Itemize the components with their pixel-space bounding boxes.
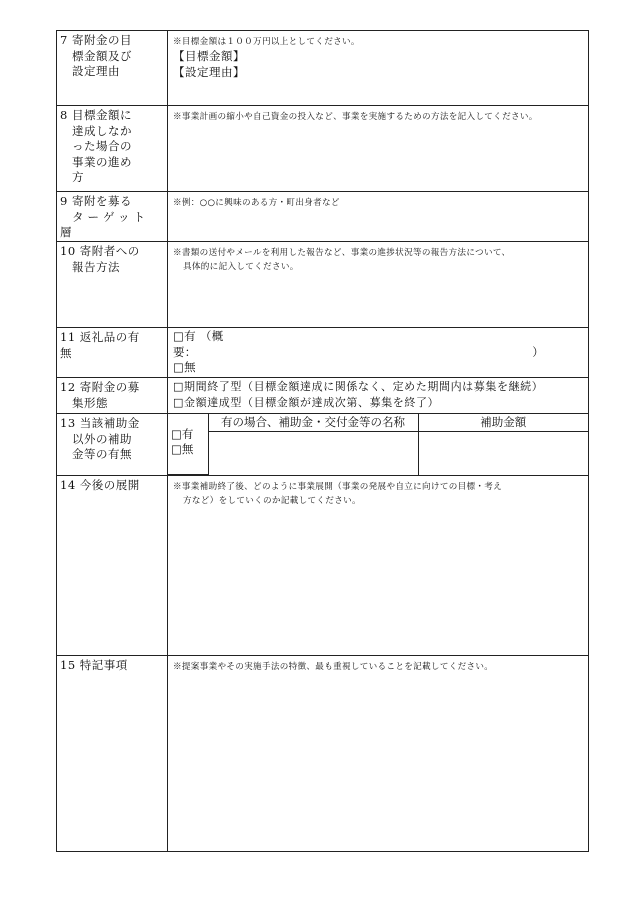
label-target-amount: [57, 31, 168, 106]
label-line: 事業の進め: [72, 154, 132, 169]
label-line: 設定理由: [72, 64, 120, 78]
subsidy-amount-input[interactable]: [418, 432, 588, 475]
label-future-development: [57, 476, 168, 656]
instruction-note: ※事業補助終了後、どのように事業展開（事業の発展や自立に向けての目標・考え: [173, 482, 503, 492]
label-line: 達成しなか: [72, 123, 132, 138]
label-line: 方: [72, 170, 84, 184]
label-line: 10 寄附者への: [60, 244, 140, 258]
row-target-amount: [57, 31, 589, 106]
field-target-donors[interactable]: [168, 192, 589, 242]
setting-reason-heading: 【設定理由】: [173, 65, 245, 79]
instruction-note: ※例：○○に興味のある方・町出身者など: [173, 198, 340, 208]
close-paren: ）: [532, 344, 544, 359]
label-line: 12 寄附金の募: [60, 380, 140, 394]
label-line: 11 返礼品の有: [60, 330, 140, 344]
label-line: 標金額及び: [72, 48, 132, 63]
label-other-subsidies: [57, 414, 168, 476]
checkbox-amount-achieved-type[interactable]: □金額達成型（目標金額が達成次第、募集を終了）: [173, 395, 440, 409]
label-line: 14 今後の展開: [60, 478, 140, 492]
label-unachieved-plan: [57, 106, 168, 192]
instruction-note: 具体的に記入してください。: [183, 262, 299, 272]
label-line: 以外の補助: [72, 431, 132, 446]
field-return-gift[interactable]: [168, 328, 589, 378]
label-special-notes: [57, 656, 168, 852]
label-line: ターゲット: [72, 209, 150, 224]
subsidy-name-header: 有の場合、補助金・交付金等の名称: [208, 414, 418, 432]
checkbox-no[interactable]: □無: [173, 360, 196, 374]
field-collection-type[interactable]: [168, 378, 589, 414]
field-future-development[interactable]: [168, 476, 589, 656]
row-collection-type: [57, 378, 589, 414]
row-special-notes: [57, 656, 589, 852]
subsidy-amount-header: 補助金額: [418, 414, 588, 432]
field-special-notes[interactable]: [168, 656, 589, 852]
field-unachieved-plan[interactable]: [168, 106, 589, 192]
label-line: 報告方法: [72, 259, 120, 274]
label-line: った場合の: [72, 139, 132, 153]
instruction-note: ※目標金額は１００万円以上としてください。: [173, 37, 360, 47]
label-line: 9 寄附を募る: [60, 194, 132, 208]
instruction-note: ※書類の送付やメールを利用した報告など、事業の進捗状況等の報告方法について、: [173, 248, 511, 258]
row-return-gift: [57, 328, 589, 378]
checkbox-yes[interactable]: □有: [171, 427, 194, 441]
label-line: 15 特記事項: [60, 658, 128, 672]
checkbox-no[interactable]: □無: [171, 442, 194, 456]
label-line: 無: [60, 345, 72, 360]
row-unachieved-plan: [57, 106, 589, 192]
row-other-subsidies: [57, 414, 589, 476]
field-other-subsidies: [168, 414, 589, 476]
instruction-note: 方など）をしていくのか記載してください。: [183, 496, 361, 506]
checkbox-yes-overview[interactable]: □有 （概: [173, 329, 224, 343]
label-line: 8 目標金額に: [60, 108, 132, 122]
label-return-gift: [57, 328, 168, 378]
label-line: 7 寄附金の目: [60, 33, 132, 47]
label-report-method: [57, 242, 168, 328]
label-line: 層: [60, 225, 72, 239]
checkbox-period-end-type[interactable]: □期間終了型（目標金額達成に関係なく、定めた期間内は募集を継続）: [173, 380, 544, 393]
instruction-note: ※提案事業やその実施手法の特徴、最も重視していることを記載してください。: [173, 662, 494, 672]
label-target-donors: [57, 192, 168, 242]
row-future-development: [57, 476, 589, 656]
label-line: 集形態: [72, 395, 108, 410]
label-line: 金等の有無: [72, 447, 132, 461]
row-target-donors: [57, 192, 589, 242]
field-target-amount[interactable]: [168, 31, 589, 106]
subsidy-table: [168, 414, 588, 475]
instruction-note: ※事業計画の縮小や自己資金の投入など、事業を実施するための方法を記入してください。: [173, 112, 538, 122]
subsidy-yes-no: [168, 414, 208, 475]
label-collection-type: [57, 378, 168, 414]
row-report-method: [57, 242, 589, 328]
overview-label: 要：: [173, 344, 197, 359]
subsidy-name-input[interactable]: [208, 432, 418, 475]
field-report-method[interactable]: [168, 242, 589, 328]
label-line: 13 当該補助金: [60, 416, 140, 430]
target-amount-heading: 【目標金額】: [173, 49, 245, 63]
application-form-table: [56, 30, 589, 852]
